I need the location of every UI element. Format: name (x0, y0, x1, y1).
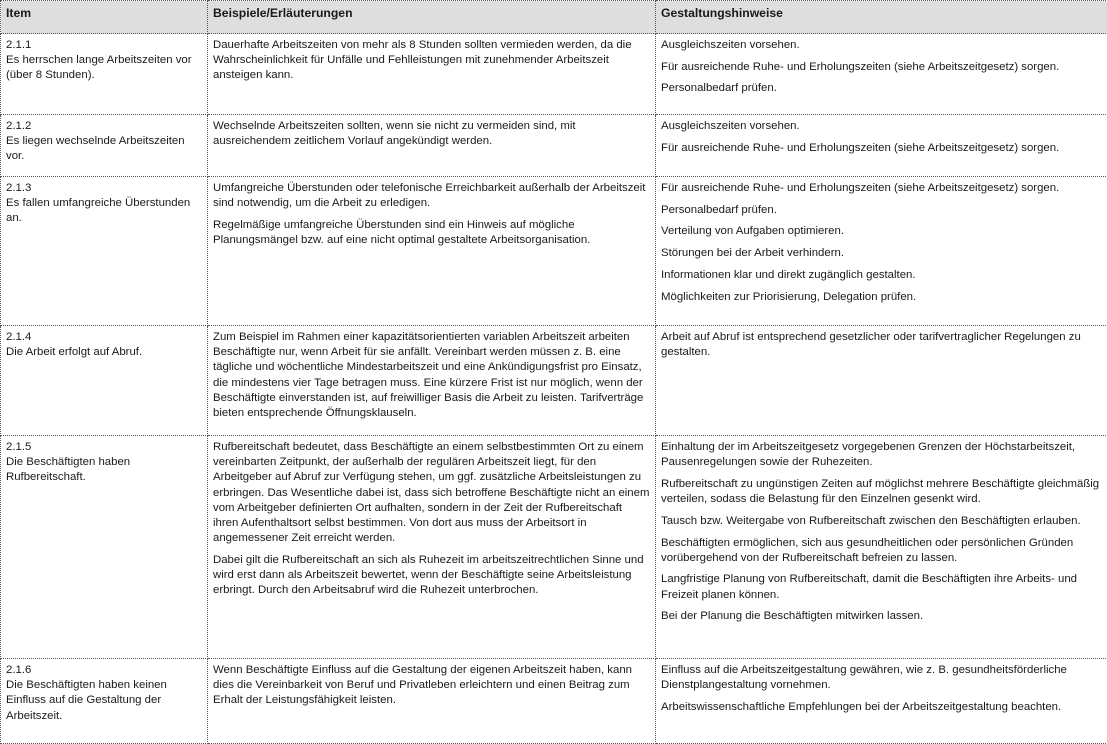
hints-cell (656, 177, 1107, 326)
example-paragraph: Zum Beispiel im Rahmen einer kapazitätsorientierten variablen Arbeitszeit arbeiten Beschäftigte nur, wenn Arbeit für sie anfällt. Vereinbart werden müssen z. B. eine tägliche und wöchentliche Mindestarbeitszeit und eine Ankündigungsfrist pro Einsatz, die mindestens vier Tage betragen muss. Eine kürzere Frist ist nur möglich, wenn der Beschäftigte einverstanden ist, auf freiwilliger Basis die Arbeit zu leisten. Tarifverträge bieten entsprechende Öffnungsklauseln. (213, 330, 650, 421)
item-description: Es fallen umfangreiche Überstunden an. (6, 196, 202, 226)
item-number: 2.1.6 (6, 663, 202, 678)
item-cell (1, 177, 208, 326)
example-paragraph: Wenn Beschäftigte Einfluss auf die Gestaltung der eigenen Arbeitszeit haben, kann dies die Vereinbarkeit von Beruf und Privatleben erleichtern und einen Beitrag zum Erhalt der Leistungsfähigkeit leisten. (213, 663, 650, 709)
item-number: 2.1.2 (6, 119, 202, 134)
examples-cell (208, 436, 656, 659)
item-description: Es herrschen lange Arbeitszeiten vor (über 8 Stunden). (6, 53, 202, 83)
hint-item: Informationen klar und direkt zugänglich gestalten. (661, 268, 1102, 283)
hint-item: Langfristige Planung von Rufbereitschaft, damit die Beschäftigten ihre Arbeits- und Freizeit planen können. (661, 572, 1102, 602)
table-row (1, 326, 1107, 436)
table-row (1, 177, 1107, 326)
item-number: 2.1.4 (6, 330, 202, 345)
hint-item: Für ausreichende Ruhe- und Erholungszeiten (siehe Arbeitszeitgesetz) sorgen. (661, 181, 1102, 196)
hint-item: Bei der Planung die Beschäftigten mitwirken lassen. (661, 609, 1102, 624)
item-cell (1, 436, 208, 659)
hint-item: Ausgleichszeiten vorsehen. (661, 38, 1102, 53)
column-header-hints: Gestaltungshinweise (656, 1, 1107, 34)
table-row (1, 436, 1107, 659)
hint-item: Störungen bei der Arbeit verhindern. (661, 246, 1102, 261)
hints-cell (656, 115, 1107, 177)
hints-cell (656, 34, 1107, 115)
column-header-item: Item (1, 1, 208, 34)
table-row (1, 659, 1107, 744)
example-paragraph: Umfangreiche Überstunden oder telefonische Erreichbarkeit außerhalb der Arbeitszeit sind notwendig, um die Arbeit zu erledigen. (213, 181, 650, 211)
item-number: 2.1.3 (6, 181, 202, 196)
hint-item: Für ausreichende Ruhe- und Erholungszeiten (siehe Arbeitszeitgesetz) sorgen. (661, 60, 1102, 75)
hint-item: Möglichkeiten zur Priorisierung, Delegation prüfen. (661, 290, 1102, 305)
item-number: 2.1.5 (6, 440, 202, 455)
hint-item: Einhaltung der im Arbeitszeitgesetz vorgegebenen Grenzen der Höchstarbeitszeit, Pausenregelungen sowie der Ruhezeiten. (661, 440, 1102, 470)
hint-item: Arbeitswissenschaftliche Empfehlungen bei der Arbeitszeitgestaltung beachten. (661, 700, 1102, 715)
column-header-examples: Beispiele/Erläuterungen (208, 1, 656, 34)
item-description: Die Beschäftigten haben Rufbereitschaft. (6, 455, 202, 485)
hint-item: Rufbereitschaft zu ungünstigen Zeiten auf möglichst mehrere Beschäftigte gleichmäßig verteilen, sodass die Belastung für den Einzelnen gesenkt wird. (661, 477, 1102, 507)
hint-item: Personalbedarf prüfen. (661, 203, 1102, 218)
table-row (1, 115, 1107, 177)
hints-cell (656, 659, 1107, 744)
hints-cell (656, 436, 1107, 659)
hint-item: Personalbedarf prüfen. (661, 81, 1102, 96)
item-cell (1, 115, 208, 177)
item-cell (1, 326, 208, 436)
hint-item: Verteilung von Aufgaben optimieren. (661, 224, 1102, 239)
hint-item: Tausch bzw. Weitergabe von Rufbereitschaft zwischen den Beschäftigten erlauben. (661, 514, 1102, 529)
example-paragraph: Wechselnde Arbeitszeiten sollten, wenn sie nicht zu vermeiden sind, mit ausreichendem zeitlichem Vorlauf angekündigt werden. (213, 119, 650, 149)
item-number: 2.1.1 (6, 38, 202, 53)
hint-item: Einfluss auf die Arbeitszeitgestaltung gewähren, wie z. B. gesundheitsförderliche Dienstplangestaltung vornehmen. (661, 663, 1102, 693)
item-description: Die Arbeit erfolgt auf Abruf. (6, 345, 202, 360)
table-header-row (1, 1, 1107, 34)
hints-cell (656, 326, 1107, 436)
hint-item: Ausgleichszeiten vorsehen. (661, 119, 1102, 134)
example-paragraph: Dauerhafte Arbeitszeiten von mehr als 8 Stunden sollten vermieden werden, da die Wahrscheinlichkeit für Unfälle und Fehlleistungen mit zunehmender Arbeitszeit ansteigen kann. (213, 38, 650, 84)
examples-cell (208, 659, 656, 744)
item-cell (1, 34, 208, 115)
table-row (1, 34, 1107, 115)
example-paragraph: Rufbereitschaft bedeutet, dass Beschäftigte an einem selbstbestimmten Ort zu einem vereinbarten Zeitpunkt, der außerhalb der regulären Arbeitszeit liegt, für den Arbeitgeber auf Abruf zur Verfügung stehen, um ggf. zusätzliche Arbeitsleistungen zu erbringen. Das Wesentliche dabei ist, dass sich betroffene Beschäftigte nicht an einem vom Arbeitgeber definierten Ort aufhalten, sondern in der Zeit der Rufbereitschaft ihren Aufenthaltsort selbst bestimmen. Von dort aus muss der Arbeitsort in angemessener Zeit erreicht werden. (213, 440, 650, 546)
examples-cell (208, 177, 656, 326)
hint-item: Für ausreichende Ruhe- und Erholungszeiten (siehe Arbeitszeitgesetz) sorgen. (661, 141, 1102, 156)
examples-cell (208, 115, 656, 177)
hint-item: Beschäftigten ermöglichen, sich aus gesundheitlichen oder persönlichen Gründen vorübergehend von der Rufbereitschaft befreien zu lassen. (661, 536, 1102, 566)
item-description: Es liegen wechselnde Arbeitszeiten vor. (6, 134, 202, 164)
examples-cell (208, 326, 656, 436)
example-paragraph: Regelmäßige umfangreiche Überstunden sind ein Hinweis auf mögliche Planungsmängel bzw. auf eine nicht optimal gestaltete Arbeitsorganisation. (213, 218, 650, 248)
hint-item: Arbeit auf Abruf ist entsprechend gesetzlicher oder tarifvertraglicher Regelungen zu gestalten. (661, 330, 1102, 360)
example-paragraph: Dabei gilt die Rufbereitschaft an sich als Ruhezeit im arbeitszeitrechtlichen Sinne und wird erst dann als Arbeitszeit bewertet, wenn der Beschäftigte seine Arbeitsleistung erbringt. Durch den Arbeitsabruf wird die Ruhezeit unterbrochen. (213, 553, 650, 599)
examples-cell (208, 34, 656, 115)
item-cell (1, 659, 208, 744)
item-description: Die Beschäftigten haben keinen Einfluss auf die Gestaltung der Arbeitszeit. (6, 678, 202, 724)
